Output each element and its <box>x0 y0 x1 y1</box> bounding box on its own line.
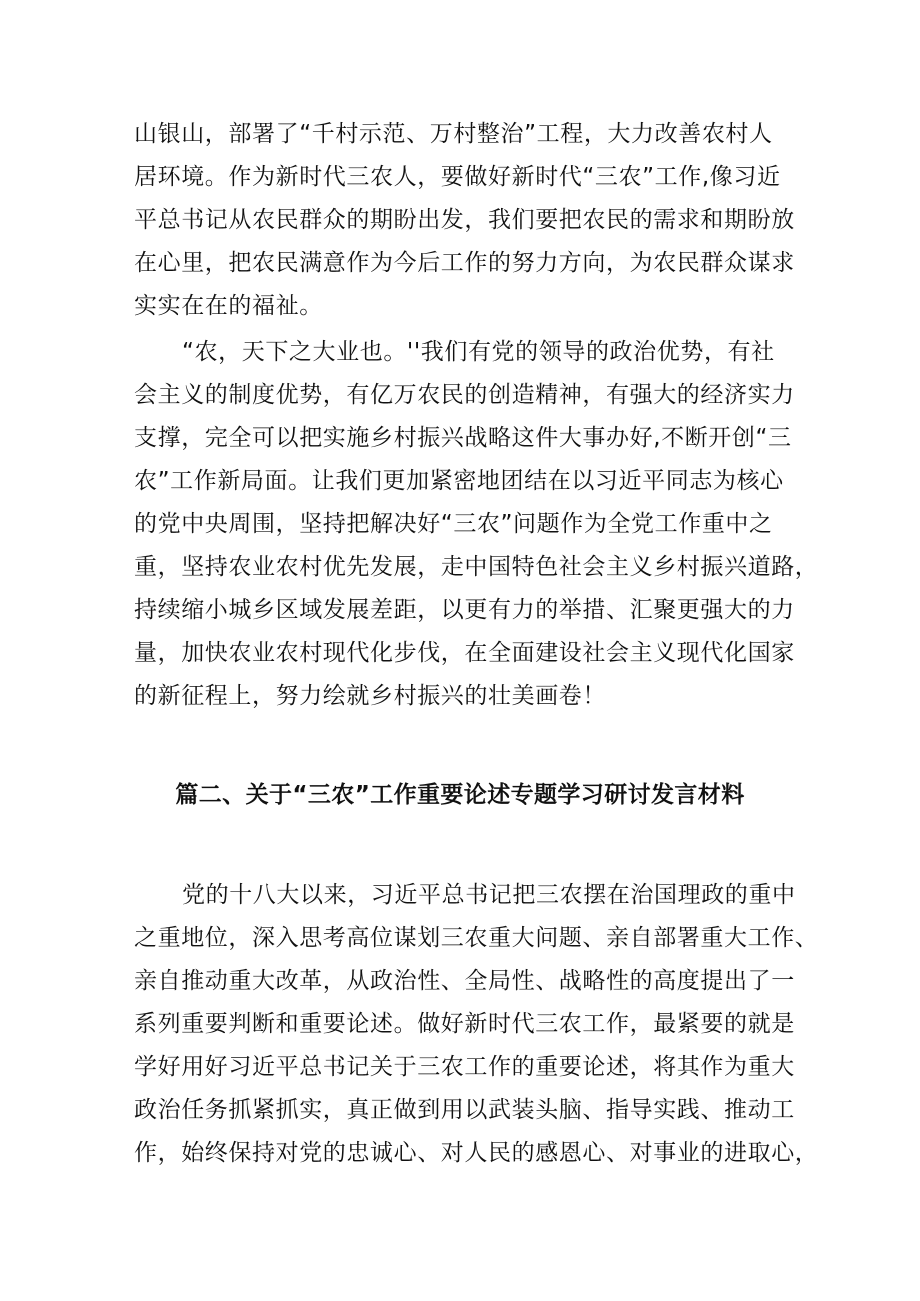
paragraph-line: 政治任务抓紧抓实，真正做到用以武装头脑、指导实践、推动工 <box>134 1097 795 1123</box>
paragraph-line: 的新征程上，努力绘就乡村振兴的壮美画卷！ <box>134 683 606 709</box>
paragraph-line: 党的十八大以来，习近平总书记把三农摆在治国理政的重中 <box>182 882 796 908</box>
paragraph-line: 之重地位，深入思考高位谋划三农重大问题、亲自部署重大工作、 <box>134 925 819 951</box>
paragraph-line: 居环境。作为新时代三农人，要做好新时代“三农”工作,像习近 <box>134 164 781 190</box>
paragraph-line: 会主义的制度优势，有亿万农民的创造精神，有强大的经济实力 <box>134 382 795 408</box>
paragraph-line: 学好用好习近平总书记关于三农工作的重要论述，将其作为重大 <box>134 1054 795 1080</box>
paragraph-line: 亲自推动重大改革，从政治性、全局性、战略性的高度提出了一 <box>134 968 795 994</box>
paragraph-line: 山银山，部署了“千村示范、万村整治”工程，大力改善农村人 <box>134 121 773 147</box>
paragraph-line: 在心里，把农民满意作为今后工作的努力方向，为农民群众谋求 <box>134 250 795 276</box>
paragraph-line: 量，加快农业农村现代化步伐，在全面建设社会主义现代化国家 <box>134 640 795 666</box>
paragraph-line: 支撑，完全可以把实施乡村振兴战略这件大事办好,不断开创“三 <box>134 425 792 451</box>
paragraph-line: 作，始终保持对党的忠诚心、对人民的感恩心、对事业的进取心， <box>134 1140 819 1166</box>
paragraph-line: 平总书记从农民群众的期盼出发，我们要把农民的需求和期盼放 <box>134 207 795 233</box>
paragraph-line: 农”工作新局面。让我们更加紧密地团结在以习近平同志为核心 <box>134 468 784 494</box>
paragraph-line: 实实在在的福祉。 <box>134 293 323 319</box>
section-heading: 篇二、关于“三农”工作重要论述专题学习研讨发言材料 <box>175 782 745 808</box>
paragraph-line: 重，坚持农业农村优先发展，走中国特色社会主义乡村振兴道路， <box>134 554 819 580</box>
paragraph-line: 持续缩小城乡区域发展差距，以更有力的举措、汇聚更强大的力 <box>134 597 795 623</box>
paragraph-line: 系列重要判断和重要论述。做好新时代三农工作，最紧要的就是 <box>134 1011 795 1037</box>
paragraph-line: 的党中央周围，坚持把解决好“三农”问题作为全党工作重中之 <box>134 511 773 537</box>
paragraph-line: “农，天下之大业也。''我们有党的领导的政治优势，有社 <box>182 339 775 365</box>
